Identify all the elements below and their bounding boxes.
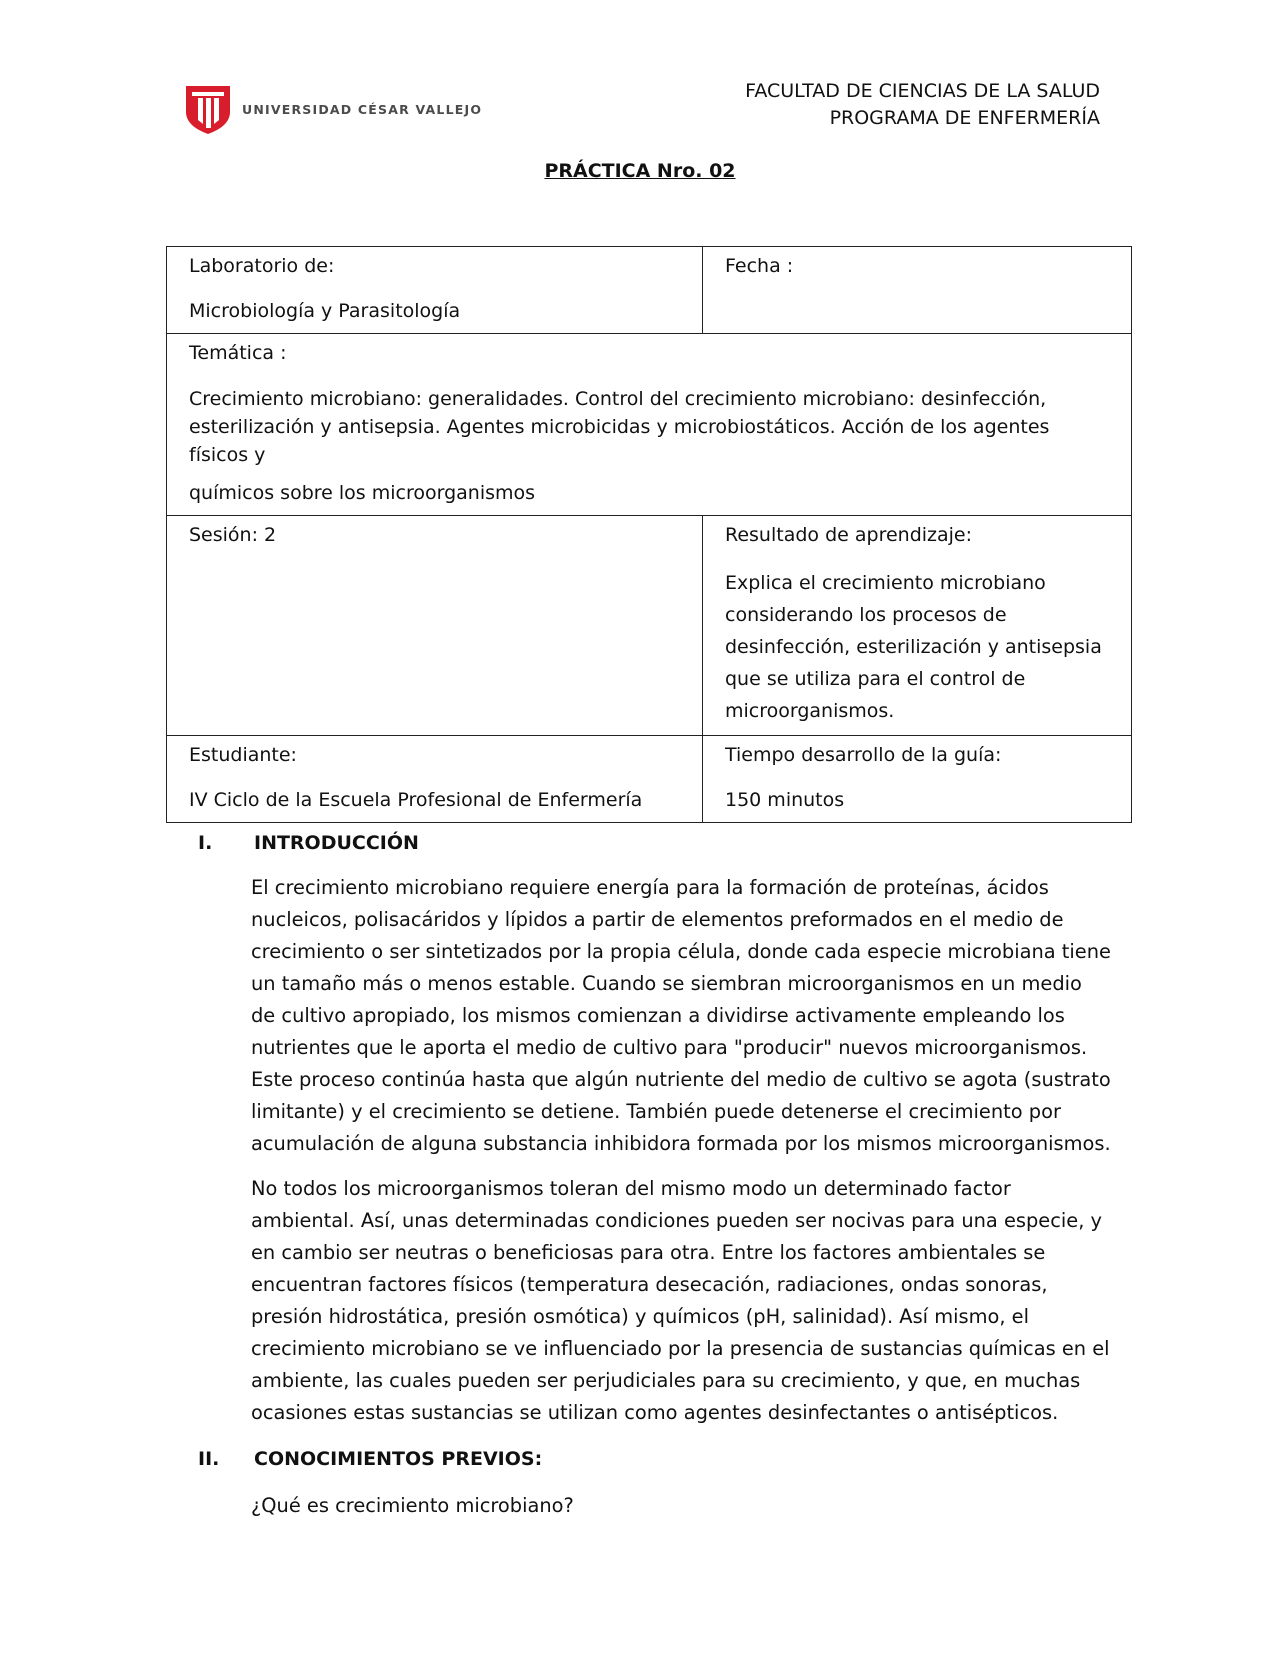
time-value: 150 minutos bbox=[725, 789, 845, 811]
program-name: PROGRAMA DE ENFERMERÍA bbox=[829, 107, 1100, 129]
section-heading-prior-knowledge bbox=[198, 1448, 542, 1470]
student-label: Estudiante: bbox=[189, 744, 297, 766]
lab-value: Microbiología y Parasitología bbox=[189, 300, 461, 322]
student-value: IV Ciclo de la Escuela Profesional de Enfermería bbox=[189, 789, 643, 811]
practice-info-table bbox=[166, 246, 1132, 823]
introduction-body bbox=[251, 872, 1111, 1429]
result-label: Resultado de aprendizaje: bbox=[725, 524, 973, 546]
theme-value: Crecimiento microbiano: generalidades. Control del crecimiento microbiano: desinfección, esterilización y antisepsia. Agentes microbicidas y microbiostáticos. Acción de los agentes físicos y bbox=[189, 388, 1050, 466]
date-label: Fecha : bbox=[725, 255, 794, 277]
prior-knowledge-body bbox=[251, 1490, 1111, 1522]
paragraph: No todos los microorganismos toleran del mismo modo un determinado factor ambiental. Así, unas determinadas condiciones pueden ser nocivas para una especie, y en cambio ser neutras o beneficiosas para otra. Entre los factores ambientales se encuentran factores físicos (temperatura desecación, radiaciones, ondas sonoras, presión hidrostática, presión osmótica) y químicos (pH, salinidad). Así mismo, el crecimiento microbiano se ve influenciado por la presencia de sustancias químicas en el ambiente, las cuales pueden ser perjudiciales para su crecimiento, y que, en muchas ocasiones estas sustancias se utilizan como agentes desinfectantes o antisépticos. bbox=[251, 1177, 1110, 1424]
date-cell bbox=[703, 247, 1132, 334]
time-cell bbox=[703, 736, 1132, 823]
theme-label: Temática : bbox=[189, 342, 287, 364]
faculty-name: FACULTAD DE CIENCIAS DE LA SALUD bbox=[745, 80, 1100, 102]
time-label: Tiempo desarrollo de la guía: bbox=[725, 744, 1002, 766]
practice-title: PRÁCTICA Nro. 02 bbox=[544, 160, 736, 182]
section-title: INTRODUCCIÓN bbox=[254, 832, 419, 854]
session-label: Sesión: 2 bbox=[189, 524, 277, 546]
lab-cell bbox=[167, 247, 703, 334]
university-shield-icon bbox=[184, 82, 232, 136]
theme-cell bbox=[167, 334, 1132, 516]
student-cell bbox=[167, 736, 703, 823]
section-number: II. bbox=[198, 1448, 220, 1470]
university-name: UNIVERSIDAD CÉSAR VALLEJO bbox=[242, 101, 483, 117]
section-heading-introduction bbox=[198, 832, 419, 854]
question: ¿Qué es crecimiento microbiano? bbox=[251, 1494, 574, 1517]
section-number: I. bbox=[198, 832, 213, 854]
university-logo bbox=[184, 82, 482, 136]
lab-label: Laboratorio de: bbox=[189, 255, 335, 277]
theme-value-continued: químicos sobre los microorganismos bbox=[189, 482, 536, 504]
paragraph: El crecimiento microbiano requiere energía para la formación de proteínas, ácidos nucleicos, polisacáridos y lípidos a partir de elementos preformados en el medio de crecimiento o ser sintetizados por la propia célula, donde cada especie microbiana tiene un tamaño más o menos estable. Cuando se siembran microorganismos en un medio de cultivo apropiado, los mismos comienzan a dividirse activamente empleando los nutrientes que le aporta el medio de cultivo para "producir" nuevos microorganismos. Este proceso continúa hasta que algún nutriente del medio de cultivo se agota (sustrato limitante) y el crecimiento se detiene. También puede detenerse el crecimiento por acumulación de alguna substancia inhibidora formada por los mismos microorganismos. bbox=[251, 876, 1111, 1155]
section-title: CONOCIMIENTOS PREVIOS: bbox=[254, 1448, 543, 1470]
result-cell bbox=[703, 516, 1132, 736]
faculty-block bbox=[745, 78, 1100, 132]
result-value: Explica el crecimiento microbiano considerando los procesos de desinfección, esterilización y antisepsia que se utiliza para el control de microorganismos. bbox=[725, 572, 1102, 722]
session-cell bbox=[167, 516, 703, 736]
